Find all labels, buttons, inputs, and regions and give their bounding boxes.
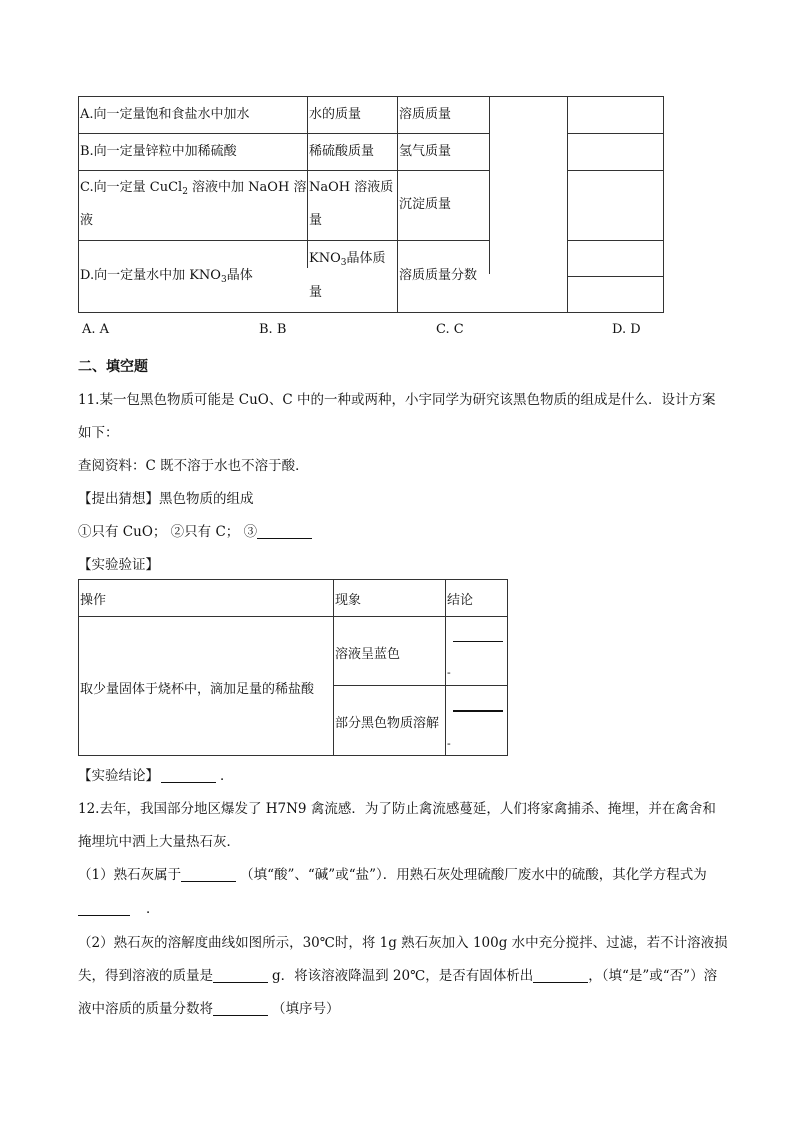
- q12-line1: 12.去年，我国部分地区爆发了 H7N9 禽流感．为了防止禽流感蔓延，人们将家禽捕杀、掩埋，并在禽舍和: [78, 801, 716, 817]
- table-border-right: [663, 96, 664, 313]
- row-b-x-quantity: 稀硫酸质量: [309, 144, 375, 159]
- table-col-line: [307, 96, 308, 240]
- row-b-y-quantity: 氢气质量: [399, 144, 452, 159]
- table-header-line: [78, 616, 508, 617]
- solution-mass-blank[interactable]: [213, 968, 268, 983]
- conclusion-1-dash: -: [447, 666, 451, 679]
- table-row-line: [333, 685, 508, 686]
- row-a-description: A.向一定量饱和食盐水中加水: [80, 107, 250, 122]
- conclusion-blank[interactable]: [161, 768, 216, 783]
- row-c-description-cont: 液: [80, 213, 94, 228]
- option-b[interactable]: B. B: [259, 322, 287, 337]
- row-a-y-quantity: 溶质质量: [399, 107, 452, 122]
- guess-3-blank[interactable]: [257, 524, 312, 539]
- table-col-line: [307, 240, 308, 268]
- table-row-line: [567, 170, 664, 171]
- conclusion-1-blank[interactable]: [453, 641, 503, 642]
- q11-guess-items: ①只有 CuO； ②只有 C； ③: [78, 520, 312, 540]
- table-border-left: [78, 579, 79, 756]
- header-phenomenon: 现象: [335, 593, 362, 608]
- header-operation: 操作: [80, 593, 107, 608]
- q12-line2: 掩埋坑中洒上大量热石灰．: [78, 834, 240, 850]
- q12-part1-equation: ．: [78, 897, 160, 917]
- q12-part2-line1: （2）熟石灰的溶解度曲线如图所示，30℃时，将 1g 熟石灰加入 100g 水中充分搅拌、过滤，若不计溶液损: [78, 935, 728, 951]
- phenomenon-2: 部分黑色物质溶解: [335, 716, 440, 731]
- row-a-x-quantity: 水的质量: [309, 107, 362, 122]
- row-d-x-quantity-cont: 量: [309, 285, 323, 300]
- section-title: 二、填空题: [78, 359, 148, 375]
- row-b-description: B.向一定量锌粒中加稀硫酸: [80, 144, 237, 159]
- q12-part2-line3: 液中溶质的质量分数将 （填序号）: [78, 1001, 340, 1017]
- phenomenon-1: 溶液呈蓝色: [335, 647, 401, 662]
- row-d-y-quantity: 溶质质量分数: [399, 268, 478, 283]
- table-border-right: [507, 579, 508, 756]
- operation-text: 取少量固体于烧杯中，滴加足量的稀盐酸: [80, 682, 315, 697]
- q11-conclusion: 【实验结论】 ．: [78, 768, 234, 784]
- option-d[interactable]: D. D: [612, 322, 641, 337]
- header-conclusion: 结论: [447, 593, 474, 608]
- conclusion-2-blank[interactable]: [453, 710, 503, 712]
- row-d-x-quantity: $KNO_3$晶体质: [309, 251, 386, 268]
- table-row-line: [567, 240, 664, 241]
- table-col-line: [333, 579, 334, 756]
- table-border-bottom: [78, 312, 664, 313]
- table-row-line: [567, 133, 664, 134]
- experiment-table: [78, 579, 508, 756]
- q11-line1: 11.某一包黑色物质可能是 CuO、C 中的一种或两种，小宇同学为研究该黑色物质的组成是什么．设计方案: [78, 392, 716, 408]
- classification-blank[interactable]: [181, 867, 236, 882]
- table-border-left: [78, 96, 79, 313]
- table-col-line: [445, 579, 446, 756]
- row-c-x-quantity: NaOH 溶液质: [309, 180, 394, 195]
- row-d-description: D.向一定量水中加 $KNO_3$晶体: [80, 268, 253, 285]
- row-c-description: C.向一定量 CuCl$_2$ 溶液中加 NaOH 溶: [80, 180, 307, 197]
- mass-fraction-blank[interactable]: [213, 1001, 268, 1016]
- table-row-line: [567, 276, 664, 277]
- table-row-line: [78, 240, 489, 241]
- option-c[interactable]: C. C: [436, 322, 464, 337]
- equation-blank[interactable]: [78, 901, 130, 916]
- table-col-line: [397, 96, 398, 313]
- q11-verify-title: 【实验验证】: [78, 557, 159, 573]
- table-row-line: [78, 133, 489, 134]
- table-border-bottom: [78, 755, 508, 756]
- q12-part1: （1）熟石灰属于 （填“酸”、“碱”或“盐”）．用熟石灰处理硫酸厂废水中的硫酸，其化学方程式为: [78, 867, 707, 883]
- table-col-line: [489, 96, 490, 274]
- table-col-line: [567, 96, 568, 313]
- precipitate-blank[interactable]: [533, 968, 588, 983]
- conclusion-2-dash: -: [447, 737, 451, 750]
- q12-part2-line2: 失，得到溶液的质量是 g．将该溶液降温到 20℃，是否有固体析出 ，（填“是”或“否”）溶: [78, 968, 718, 984]
- row-c-x-quantity-cont: 量: [309, 213, 323, 228]
- q11-guess-title: 【提出猜想】黑色物质的组成: [78, 491, 254, 507]
- table-row-line: [78, 170, 489, 171]
- q11-info: 查阅资料：C 既不溶于水也不溶于酸．: [78, 458, 309, 474]
- row-c-y-quantity: 沉淀质量: [399, 197, 452, 212]
- table-border-top: [78, 579, 508, 580]
- table-border-top: [78, 96, 664, 97]
- option-a[interactable]: A. A: [82, 322, 110, 337]
- q11-line2: 如下：: [78, 425, 119, 441]
- options-table: [78, 96, 664, 313]
